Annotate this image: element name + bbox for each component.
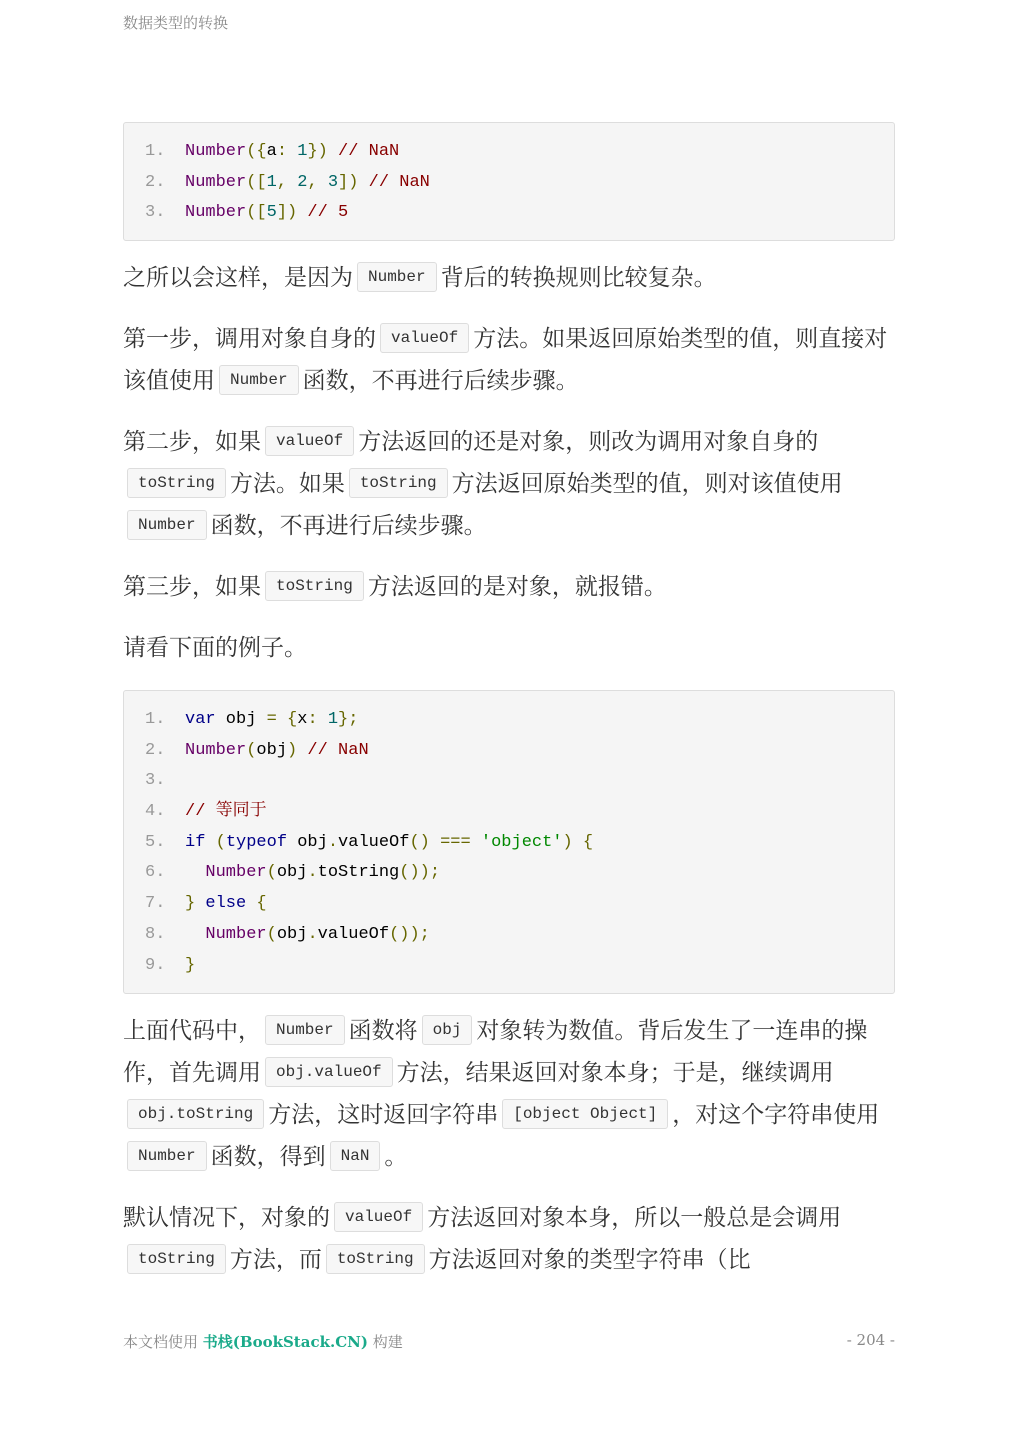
code-comment: // 5 xyxy=(297,203,349,223)
paragraph-text: 方法返回对象本身，所以一般总是会调用 xyxy=(427,1205,842,1231)
inline-code: NaN xyxy=(330,1141,381,1171)
paragraph-text: 函数，不再进行后续步骤。 xyxy=(302,368,579,394)
paragraph xyxy=(123,421,895,547)
page-number: - 204 - xyxy=(846,1331,895,1349)
line-number: 5. xyxy=(145,832,166,852)
code-token: ( xyxy=(246,740,257,760)
code-token: obj xyxy=(276,924,308,944)
code-token: a xyxy=(266,142,277,161)
running-header: 数据类型的转换 xyxy=(123,14,229,32)
inline-code: toString xyxy=(127,1244,226,1274)
code-token: 3 xyxy=(327,172,339,192)
inline-code: obj xyxy=(422,1015,473,1045)
code-token: . xyxy=(307,924,318,944)
code-token: , xyxy=(276,172,298,192)
code-token: = xyxy=(266,710,277,729)
code-token: obj xyxy=(256,740,288,760)
paragraph-text: 对象转为数值。背后发生了一连串的操作，首先调用 xyxy=(123,1018,868,1086)
code-token: } xyxy=(185,894,196,914)
code-keyword: if xyxy=(185,832,206,852)
inline-code: obj.valueOf xyxy=(265,1057,393,1087)
code-token: Number xyxy=(185,142,247,161)
code-line xyxy=(145,951,878,982)
code-token: Number xyxy=(205,863,267,883)
code-token: valueOf xyxy=(317,924,390,944)
code-token: () xyxy=(409,832,430,852)
code-token: 2 xyxy=(297,172,308,192)
code-token: x xyxy=(297,710,308,729)
code-string: 'object' xyxy=(480,832,563,852)
paragraph-text: 方法返回对象的类型字符串（比 xyxy=(428,1247,751,1273)
code-token: obj xyxy=(287,832,328,852)
code-line xyxy=(145,137,878,168)
code-token: ]) xyxy=(276,203,298,223)
inline-code: toString xyxy=(127,468,226,498)
code-token: ([ xyxy=(246,172,267,192)
inline-code: valueOf xyxy=(380,323,469,353)
line-number: 3. xyxy=(145,771,166,791)
code-keyword: else xyxy=(195,894,247,914)
paragraph-text: 上面代码中， xyxy=(123,1018,261,1044)
code-line xyxy=(145,858,878,889)
paragraph-text: 第二步，如果 xyxy=(123,429,261,455)
code-token: ( xyxy=(266,924,277,944)
code-block xyxy=(123,122,895,241)
page-footer xyxy=(123,1331,403,1352)
code-line xyxy=(145,889,878,920)
code-token: ({ xyxy=(246,142,267,161)
code-comment: // NaN xyxy=(358,172,430,192)
code-token: ( xyxy=(205,832,226,852)
footer-brand-link[interactable]: 书栈(BookStack.CN) xyxy=(202,1333,368,1351)
code-comment: // 等同于 xyxy=(185,802,267,822)
code-token: Number xyxy=(185,172,247,192)
paragraph-text: 函数将 xyxy=(348,1018,418,1044)
code-token: }) xyxy=(307,142,328,161)
paragraph xyxy=(123,257,895,299)
code-token: valueOf xyxy=(338,832,410,852)
code-line xyxy=(145,828,878,859)
code-indent xyxy=(185,925,205,944)
paragraph xyxy=(123,566,895,608)
code-line xyxy=(145,766,878,797)
paragraph-text: 函数，得到 xyxy=(210,1144,326,1170)
paragraph-text: 函数，不再进行后续步骤。 xyxy=(210,513,487,539)
line-number: 4. xyxy=(145,802,166,822)
code-token: : xyxy=(276,142,298,161)
inline-code: Number xyxy=(357,262,437,292)
line-number: 1. xyxy=(145,142,166,161)
inline-code: Number xyxy=(219,365,299,395)
paragraph-text: 默认情况下，对象的 xyxy=(123,1205,330,1231)
paragraph-text: 第一步，调用对象自身的 xyxy=(123,326,376,352)
code-token: 1 xyxy=(327,710,339,729)
paragraph-text: 第三步，如果 xyxy=(123,574,261,600)
code-line xyxy=(145,920,878,951)
code-token: { xyxy=(246,894,267,914)
code-token: ( xyxy=(266,863,277,883)
paragraph-text: 方法。如果返回原始类型的值，则直接对该值使用 xyxy=(123,326,888,394)
code-token: , xyxy=(307,172,328,192)
paragraph xyxy=(123,318,895,402)
code-line xyxy=(145,736,878,767)
code-keyword: var xyxy=(185,710,216,729)
code-token: Number xyxy=(185,740,247,760)
paragraph-text: 方法返回的是对象，就报错。 xyxy=(367,574,667,600)
inline-code: [object Object] xyxy=(502,1099,668,1129)
line-number: 3. xyxy=(145,203,166,223)
code-token: 1 xyxy=(297,142,308,161)
code-keyword: typeof xyxy=(225,832,288,852)
inline-code: Number xyxy=(265,1015,345,1045)
code-comment: // NaN xyxy=(297,740,369,760)
document-content xyxy=(123,122,895,1281)
paragraph-text: 背后的转换规则比较复杂。 xyxy=(440,265,717,291)
code-token: . xyxy=(307,863,318,883)
code-token: : xyxy=(307,710,328,729)
line-number: 7. xyxy=(145,894,166,914)
footer-suffix: 构建 xyxy=(372,1333,403,1351)
paragraph xyxy=(123,1010,895,1178)
paragraph-text: 方法。如果 xyxy=(229,471,345,497)
line-number: 8. xyxy=(145,924,166,944)
paragraph-text: 方法返回原始类型的值，则对该值使用 xyxy=(451,471,843,497)
line-number: 9. xyxy=(145,955,166,975)
inline-code: toString xyxy=(265,571,364,601)
code-token: { xyxy=(276,710,298,729)
code-token: obj xyxy=(276,863,308,883)
code-token: obj xyxy=(215,710,267,729)
code-token: ([ xyxy=(246,203,267,223)
code-token: 5 xyxy=(266,203,277,223)
code-token: . xyxy=(327,832,339,852)
paragraph-text: 。 xyxy=(384,1144,408,1170)
code-token: Number xyxy=(205,924,267,944)
line-number: 6. xyxy=(145,863,166,883)
code-token: ) { xyxy=(562,832,594,852)
code-token: } xyxy=(185,955,196,975)
code-token: 1 xyxy=(266,172,277,192)
code-indent xyxy=(185,863,205,882)
line-number: 1. xyxy=(145,710,166,729)
code-token: ]) xyxy=(338,172,359,192)
code-token: ) xyxy=(287,740,298,760)
paragraph xyxy=(123,627,895,669)
code-line xyxy=(145,168,878,199)
paragraph-text: 方法，这时返回字符串 xyxy=(268,1102,499,1128)
inline-code: valueOf xyxy=(265,426,354,456)
inline-code: Number xyxy=(127,1141,207,1171)
paragraph-text: 方法，而 xyxy=(229,1247,322,1273)
code-token: ()); xyxy=(399,863,441,883)
code-token: ()); xyxy=(389,924,430,944)
inline-code: obj.toString xyxy=(127,1099,264,1129)
code-comment: // NaN xyxy=(327,142,400,161)
paragraph xyxy=(123,1197,895,1281)
code-line xyxy=(145,705,878,736)
code-token: }; xyxy=(338,710,359,729)
code-line xyxy=(145,797,878,828)
line-number: 2. xyxy=(145,172,166,192)
inline-code: toString xyxy=(326,1244,425,1274)
inline-code: Number xyxy=(127,510,207,540)
paragraph-text: 请看下面的例子。 xyxy=(123,635,307,661)
inline-code: toString xyxy=(349,468,448,498)
code-token: toString xyxy=(317,863,400,883)
paragraph-text: 之所以会这样，是因为 xyxy=(123,265,353,291)
paragraph-text: 方法，结果返回对象本身；于是，继续调用 xyxy=(396,1060,834,1086)
line-number: 2. xyxy=(145,740,166,760)
code-token: === xyxy=(429,832,481,852)
code-token: Number xyxy=(185,203,247,223)
paragraph-text: ，对这个字符串使用 xyxy=(672,1102,880,1128)
code-line xyxy=(145,198,878,229)
code-block xyxy=(123,690,895,994)
paragraph-text: 方法返回的还是对象，则改为调用对象自身的 xyxy=(358,429,819,455)
inline-code: valueOf xyxy=(334,1202,423,1232)
footer-prefix: 本文档使用 xyxy=(123,1333,199,1351)
